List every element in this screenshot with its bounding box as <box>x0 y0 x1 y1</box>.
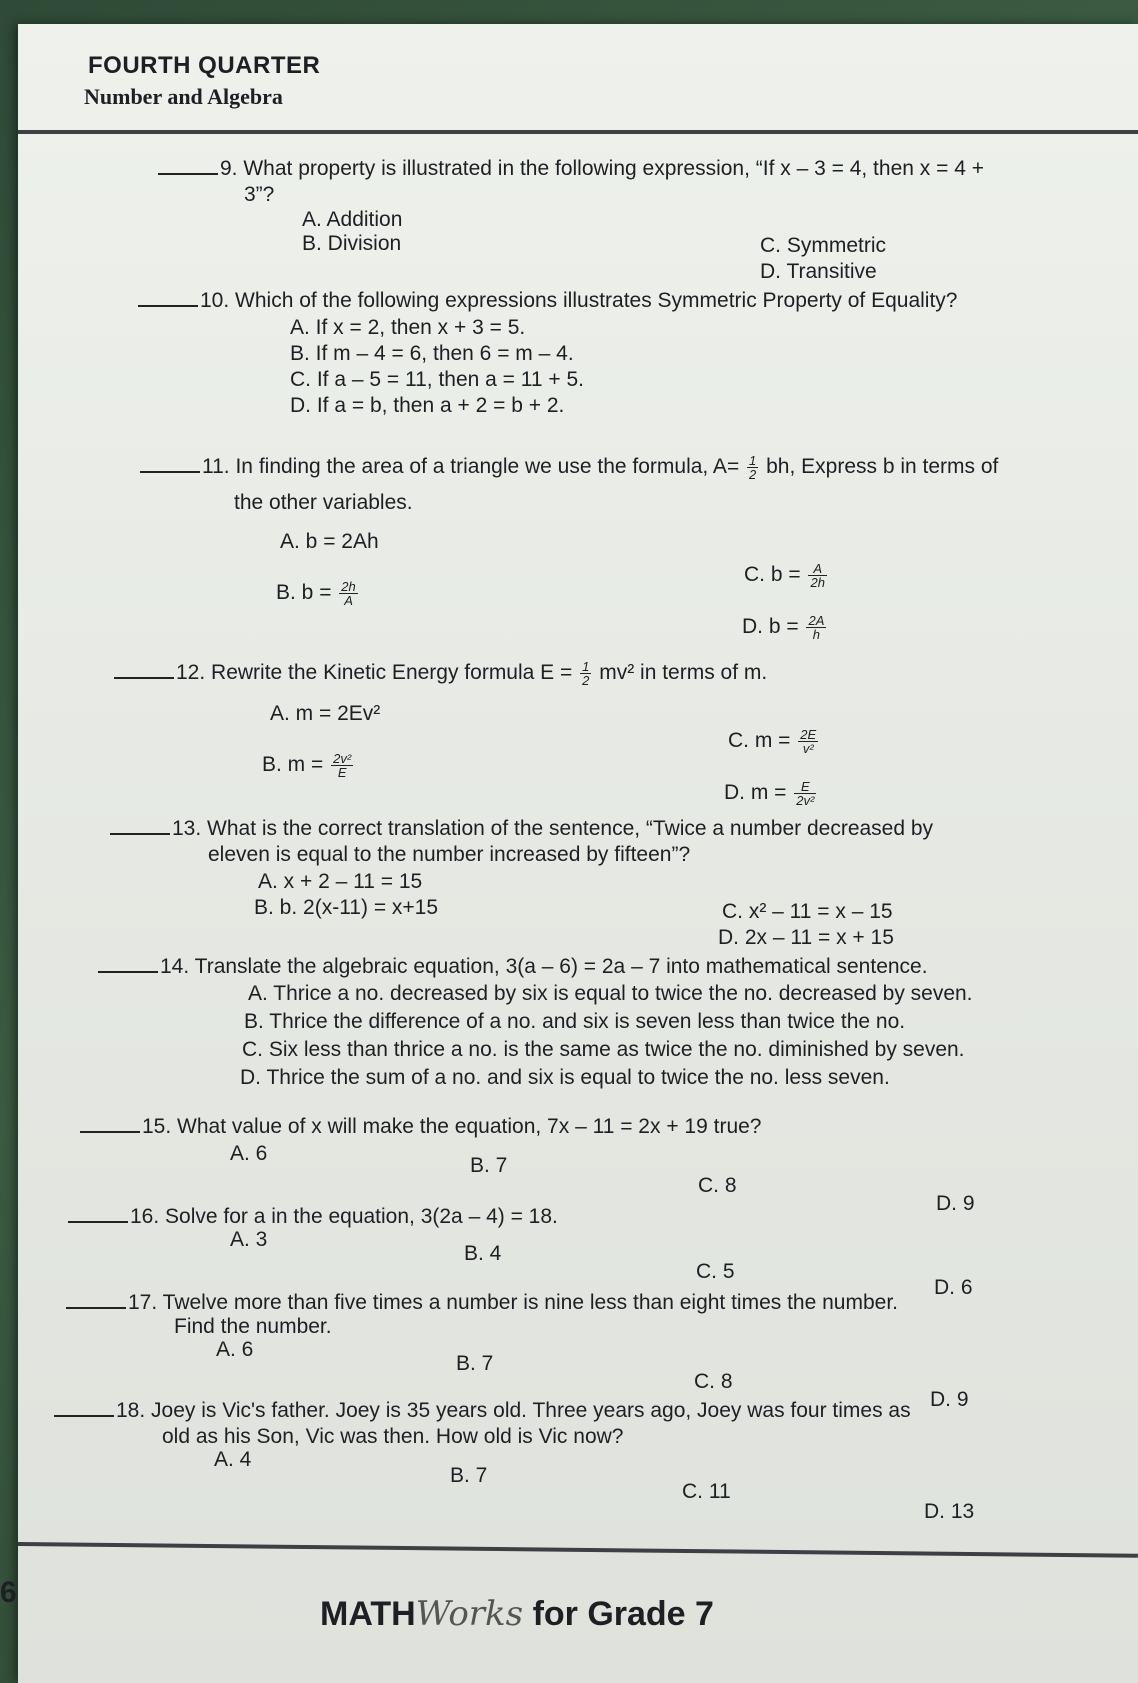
answer-blank-18[interactable] <box>54 1415 114 1417</box>
answer-blank-17[interactable] <box>66 1307 126 1309</box>
q9-option-b[interactable]: B. Division <box>302 232 402 255</box>
q11-option-d[interactable]: D. b = $\frac{2A}{h}$ <box>742 613 825 642</box>
q12-formula-fraction: $\frac{1}{2}$ <box>582 659 590 688</box>
q10-option-a[interactable]: A. If x = 2, then x + 3 = 5. <box>290 316 526 339</box>
q15-option-a[interactable]: A. 6 <box>230 1142 268 1165</box>
answer-blank-10[interactable] <box>138 305 198 307</box>
q18-option-b[interactable]: B. 7 <box>450 1464 488 1487</box>
q11-option-b[interactable]: B. b = $\frac{2h}{A}$ <box>276 579 356 608</box>
q11-option-c[interactable]: C. b = $\frac{A}{2h}$ <box>744 561 825 590</box>
q18-option-a[interactable]: A. 4 <box>214 1448 252 1471</box>
question-12: 12. Rewrite the Kinetic Energy formula E = $\frac{1}{2}$ mv² in terms of m. <box>114 660 767 687</box>
question-10: 10. Which of the following expressions illustrates Symmetric Property of Equality? <box>138 288 958 314</box>
answer-blank-16[interactable] <box>68 1221 128 1223</box>
topic-heading: Number and Algebra <box>84 84 283 109</box>
q12-option-d[interactable]: D. m = $\frac{E}{\text{2v²}}$ <box>724 779 815 808</box>
footer-divider <box>18 1542 1138 1558</box>
question-13-cont: eleven is equal to the number increased by fifteen”? <box>208 843 691 866</box>
q12-option-c[interactable]: C. m = $\frac{2E}{\text{v²}}$ <box>728 727 817 756</box>
q14-option-c[interactable]: C. Six less than thrice a no. is the same as twice the no. diminished by seven. <box>242 1038 965 1061</box>
question-17-cont: Find the number. <box>174 1315 332 1338</box>
book-title: MATHWorks for Grade 7 <box>320 1594 714 1634</box>
question-15: 15. What value of x will make the equation, 7x – 11 = 2x + 19 true? <box>80 1114 761 1140</box>
answer-blank-14[interactable] <box>98 971 158 973</box>
question-16: 16. Solve for a in the equation, 3(2a – 4) = 18. <box>68 1204 558 1230</box>
q10-option-c[interactable]: C. If a – 5 = 11, then a = 11 + 5. <box>290 368 585 391</box>
q14-option-b[interactable]: B. Thrice the difference of a no. and six is seven less than twice the no. <box>244 1010 906 1033</box>
q15-option-c[interactable]: C. 8 <box>698 1174 737 1197</box>
question-13: 13. What is the correct translation of the sentence, “Twice a number decreased by <box>110 816 933 842</box>
q10-option-b[interactable]: B. If m – 4 = 6, then 6 = m – 4. <box>290 342 574 365</box>
quarter-heading: FOURTH QUARTER <box>88 52 321 79</box>
q18-option-c[interactable]: C. 11 <box>682 1480 731 1503</box>
question-9-cont: 3”? <box>244 183 275 206</box>
q11-option-a[interactable]: A. b = 2Ah <box>280 530 379 553</box>
q17-option-a[interactable]: A. 6 <box>216 1338 254 1361</box>
q9-option-a[interactable]: A. Addition <box>302 208 403 231</box>
q14-option-a[interactable]: A. Thrice a no. decreased by six is equal to twice the no. decreased by seven. <box>248 982 973 1005</box>
question-11-cont: the other variables. <box>234 491 413 514</box>
question-18-cont: old as his Son, Vic was then. How old is Vic now? <box>162 1425 624 1448</box>
question-11: 11. In finding the area of a triangle we use the formula, A= $\frac{1}{2}$ bh, Express b in terms of <box>140 454 998 481</box>
q11-formula-fraction: $\frac{1}{2}$ <box>749 453 757 482</box>
q12-option-b[interactable]: B. m = $\frac{\text{2v²}}{E}$ <box>262 751 352 780</box>
question-14: 14. Translate the algebraic equation, 3(a – 6) = 2a – 7 into mathematical sentence. <box>98 954 928 980</box>
q15-option-d[interactable]: D. 9 <box>936 1192 975 1215</box>
q12-option-a[interactable]: A. m = 2Ev² <box>270 702 381 725</box>
q15-option-b[interactable]: B. 7 <box>470 1154 508 1177</box>
q13-option-d[interactable]: D. 2x – 11 = x + 15 <box>718 926 894 949</box>
question-9: 9. What property is illustrated in the following expression, “If x – 3 = 4, then x = 4 + <box>158 156 984 182</box>
q17-option-c[interactable]: C. 8 <box>694 1370 733 1393</box>
q16-option-d[interactable]: D. 6 <box>934 1276 973 1299</box>
answer-blank-15[interactable] <box>80 1131 140 1133</box>
q18-option-d[interactable]: D. 13 <box>924 1500 975 1523</box>
question-18: 18. Joey is Vic's father. Joey is 35 years old. Three years ago, Joey was four times as <box>54 1398 911 1424</box>
page-number: 6 <box>0 1576 17 1609</box>
q17-option-b[interactable]: B. 7 <box>456 1352 494 1375</box>
q17-option-d[interactable]: D. 9 <box>930 1388 969 1411</box>
q13-option-c[interactable]: C. x² – 11 = x – 15 <box>722 900 893 923</box>
answer-blank-11[interactable] <box>140 471 200 473</box>
worksheet-page <box>0 24 1138 1683</box>
q16-option-a[interactable]: A. 3 <box>230 1228 268 1251</box>
answer-blank-13[interactable] <box>110 833 170 835</box>
header-divider <box>18 130 1138 134</box>
question-17: 17. Twelve more than five times a number is nine less than eight times the number. <box>66 1290 898 1316</box>
answer-blank-12[interactable] <box>114 677 174 679</box>
q14-option-d[interactable]: D. Thrice the sum of a no. and six is equal to twice the no. less seven. <box>240 1066 890 1089</box>
answer-blank-9[interactable] <box>158 173 218 175</box>
q9-option-d[interactable]: D. Transitive <box>760 260 877 283</box>
q16-option-b[interactable]: B. 4 <box>464 1242 502 1265</box>
q16-option-c[interactable]: C. 5 <box>696 1260 735 1283</box>
q13-option-b[interactable]: B. b. 2(x-11) = x+15 <box>254 896 439 919</box>
q9-option-c[interactable]: C. Symmetric <box>760 234 886 257</box>
q13-option-a[interactable]: A. x + 2 – 11 = 15 <box>258 870 423 893</box>
q10-option-d[interactable]: D. If a = b, then a + 2 = b + 2. <box>290 394 565 417</box>
